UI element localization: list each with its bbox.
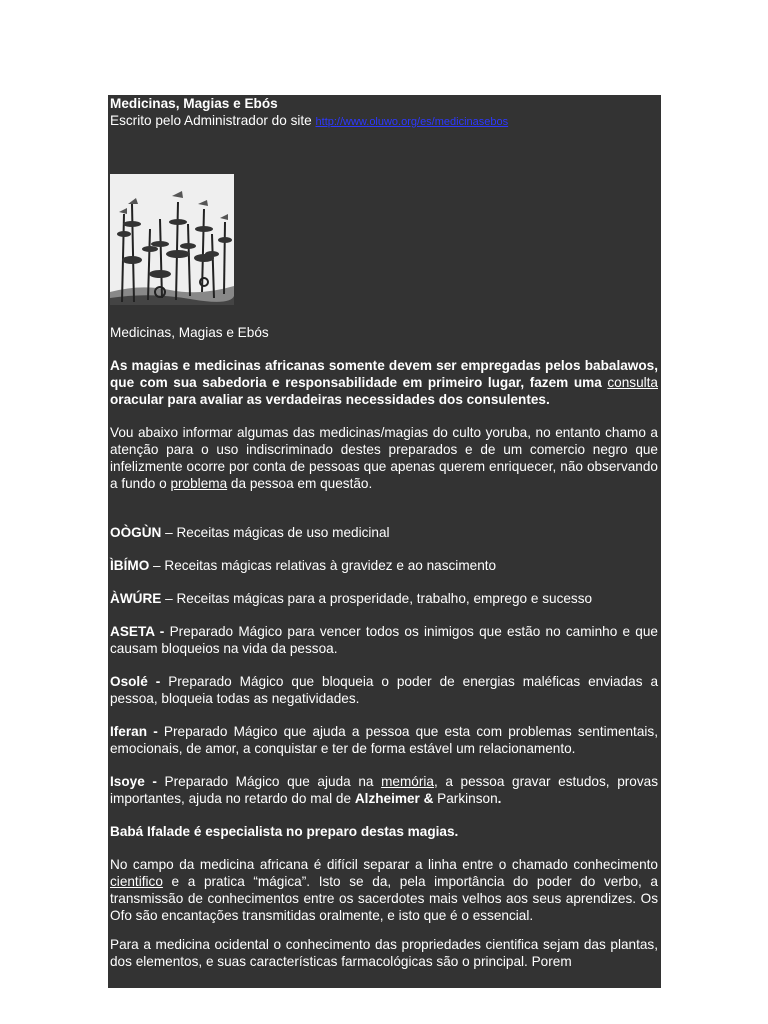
warning-paragraph	[110, 424, 658, 492]
author-prefix: Escrito pelo Administrador do site	[110, 113, 316, 128]
item-ibimo	[110, 557, 658, 574]
item-term: ÀWÚRE	[110, 591, 162, 606]
isoye-bold-2: .	[497, 791, 502, 806]
consulta-link[interactable]: consulta	[607, 375, 658, 390]
warning-text-1: Vou abaixo informar algumas das medicinas/magias do culto yoruba, no entanto chamo a atenção para o uso indiscriminado destes preparados e de um comercio negro que infelizmente ocorre por conta de pessoas que apenas querem enriquecer, não observando a fundo o	[110, 425, 658, 491]
item-sep: –	[161, 525, 177, 540]
author-line	[110, 112, 658, 131]
medicine-paragraph	[110, 856, 658, 924]
item-desc: Preparado Mágico que bloqueia o poder de energias maléficas enviadas a pessoa, bloqueia todas as negatividades.	[110, 674, 659, 706]
isoye-text-2: , a pessoa gravar estudos, provas importantes, ajuda no retardo do mal de	[110, 774, 658, 806]
item-term: Iferan -	[110, 724, 158, 739]
isoye-text-1: Preparado Mágico que ajuda na	[156, 774, 382, 789]
item-sep	[160, 674, 168, 689]
source-link[interactable]: http://www.oluwo.org/es/medicinasebos	[315, 116, 509, 128]
intro-text-1: As magias e medicinas africanas somente devem ser empregadas pelos babalawos, que com sua sabedoria e responsabilidade em primeiro lugar, fazem uma	[110, 358, 658, 390]
photo-caption: Medicinas, Magias e Ebós	[110, 325, 269, 340]
medicine-text-1: No campo da medicina africana é difícil separar a linha entre o chamado conhecimento	[110, 857, 658, 872]
item-desc: Receitas mágicas de uso medicinal	[176, 525, 390, 540]
isoye-text-3: Parkinson	[433, 791, 498, 806]
item-aseta	[110, 623, 658, 657]
item-term: ÌBÍMO	[110, 558, 150, 573]
medicine-text-2: e a pratica “mágica”. Isto se da, pela importância do poder do verbo, a transmissão de conhecimentos entre os sacerdotes mais velhos aos seus aprendizes. Os Ofo são encantações transmitidas oralmente, e isto que é o essencial.	[110, 874, 658, 923]
item-term: OÒGÙN	[110, 525, 162, 540]
warning-text-2: da pessoa em questão.	[227, 476, 373, 491]
item-desc: Receitas mágicas relativas à gravidez e ao nascimento	[164, 558, 497, 573]
intro-paragraph	[110, 357, 658, 408]
article-title: Medicinas, Magias e Ebós	[110, 96, 278, 111]
isoye-bold-1: Alzheimer &	[354, 791, 434, 806]
intro-text-2: oracular para avaliar as verdadeiras necessidades dos consulentes.	[110, 392, 550, 407]
item-iferan	[110, 723, 658, 757]
item-osole	[110, 673, 658, 707]
ritual-staffs-photo	[110, 174, 234, 305]
item-term: Osolé -	[110, 674, 161, 689]
item-oogun	[110, 524, 658, 541]
memoria-link[interactable]: memória	[381, 774, 434, 789]
item-term: ASETA -	[110, 624, 165, 639]
item-term: Isoye -	[110, 774, 157, 789]
item-desc: Preparado Mágico que ajuda a pessoa que esta com problemas sentimentais, emocionais, de amor, a conquistar e ter de forma estável um relacionamento.	[110, 724, 658, 756]
item-awure	[110, 590, 658, 607]
item-sep: –	[161, 591, 177, 606]
item-desc: Receitas mágicas para a prosperidade, trabalho, emprego e sucesso	[176, 591, 593, 606]
item-isoye	[110, 773, 658, 807]
item-sep: –	[149, 558, 165, 573]
cientifico-link[interactable]: cientifico	[110, 874, 163, 889]
western-paragraph: Para a medicina ocidental o conhecimento das propriedades cientifica sejam das plantas, dos elementos, e suas características farmacológicas são o principal. Porem	[110, 937, 658, 969]
specialist-note: Babá Ifalade é especialista no preparo destas magias.	[110, 824, 459, 839]
problema-link[interactable]: problema	[170, 476, 228, 491]
article-panel	[108, 95, 661, 988]
item-desc: Preparado Mágico para vencer todos os inimigos que estão no caminho e que causam bloqueios na vida da pessoa.	[110, 624, 658, 656]
